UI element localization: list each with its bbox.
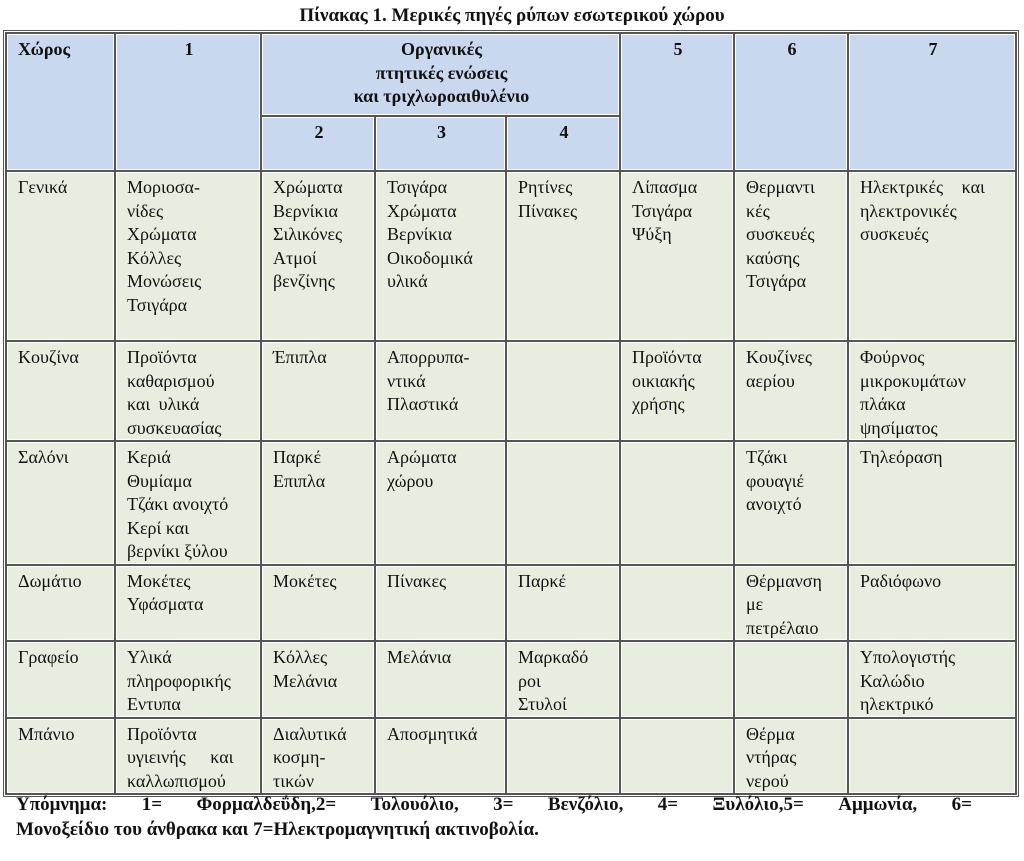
cell-line: Μαρκαδό (518, 647, 589, 667)
cell-line: Τζάκι (746, 447, 788, 467)
table-cell (115, 171, 261, 341)
cell-line: Χρώματα (273, 177, 343, 197)
legend-line-1 (16, 792, 972, 817)
legend-word: 4= (657, 794, 679, 815)
table-cell (848, 641, 1016, 718)
cell-line: συσκευές (860, 224, 929, 244)
cell-line: Βερνίκια (387, 224, 452, 244)
table-cell (261, 565, 375, 642)
cell-line: Θερμαντι (746, 177, 815, 197)
header-col-1: 1 (115, 33, 261, 171)
cell-line: Εντυπα (127, 694, 181, 714)
cell-line: καύσης (746, 247, 800, 268)
cell-line: Κόλλες (127, 247, 182, 268)
cell-line: Απορρυπα- (387, 347, 470, 367)
cell-line: κές (746, 200, 770, 221)
cell-line: Πλαστικά (387, 394, 459, 414)
cell-line: Τσιγάρα (632, 200, 693, 221)
header-group-line: πτητικές ενώσεις (375, 62, 508, 83)
cell-line: Καλώδιο (860, 670, 925, 691)
cell-line: Υφάσματα (127, 594, 204, 614)
header-col-3: 3 (375, 116, 506, 171)
cell-line: Επιπλα (273, 470, 326, 491)
cell-line: ροι (518, 670, 541, 691)
cell-line: ντήρας (746, 747, 797, 767)
cell-line: μικροκυμάτων (860, 370, 966, 391)
cell-line: Θυμίαμα (127, 470, 192, 491)
legend-word: 1= (141, 794, 163, 815)
cell-line: Ατμοί (273, 247, 317, 268)
cell-line: βενζίνης (273, 271, 335, 291)
legend-word: Φορμαλδεΰδη,2= (196, 794, 337, 815)
cell-line: Κουζίνες (746, 347, 813, 367)
header-group-line: Οργανικές (401, 39, 482, 59)
table-cell (734, 171, 848, 341)
header-col-5: 5 (620, 33, 734, 171)
cell-line: οικιακής (632, 370, 695, 391)
cell-line: και υλικά (127, 394, 200, 414)
cell-line: Βερνίκια (273, 200, 338, 221)
room-cell: Γραφείο (6, 641, 115, 718)
cell-line: καθαρισμού (127, 370, 215, 391)
cell-line: ηλεκτρονικές (860, 200, 957, 221)
table-cell (375, 171, 506, 341)
cell-line: υγιεινής και (127, 747, 234, 767)
table-cell (506, 718, 620, 795)
cell-line: ανοιχτό (746, 494, 802, 514)
legend-word: 6= (951, 794, 972, 815)
cell-line: Προϊόντα (632, 347, 702, 367)
cell-line: Υλικά (127, 647, 172, 667)
cell-line: Μελάνια (273, 670, 338, 691)
cell-line: Ψύξη (632, 224, 672, 244)
cell-line: Διαλυτικά (273, 723, 347, 744)
room-cell: Δωμάτιο (6, 565, 115, 642)
table-cell (620, 641, 734, 718)
table-cell (506, 641, 620, 718)
table-cell (261, 341, 375, 441)
cell-line: Έπιπλα (273, 347, 327, 367)
cell-line: Χρώματα (387, 200, 457, 221)
cell-line: Τηλεόραση (860, 447, 943, 467)
table-cell (375, 718, 506, 795)
cell-line: Υπολογιστής (860, 647, 956, 667)
table-cell (115, 341, 261, 441)
cell-line: νερού (746, 770, 789, 791)
cell-line: ψησίματος (860, 417, 938, 438)
table-cell (620, 718, 734, 795)
cell-line: καλλωπισμού (127, 770, 226, 791)
table-cell (620, 565, 734, 642)
table-cell (261, 718, 375, 795)
header-col-4: 4 (506, 116, 620, 171)
cell-line: Θέρμα (746, 723, 795, 744)
header-col-2: 2 (261, 116, 375, 171)
cell-line: Τζάκι ανοιχτό (127, 494, 229, 514)
cell-line: Αποσμητικά (387, 723, 478, 744)
room-cell: Μπάνιο (6, 718, 115, 795)
table-cell (620, 341, 734, 441)
table-cell (620, 441, 734, 565)
cell-line: Στυλοί (518, 694, 567, 714)
table-cell (848, 718, 1016, 795)
cell-line: Κερί και (127, 517, 190, 538)
legend-word: 3= (493, 794, 514, 815)
header-room: Χώρος (6, 33, 115, 171)
cell-line: Προϊόντα (127, 347, 197, 367)
legend-word: Υπόμνημα: (16, 794, 108, 815)
cell-line: Θέρμανση (746, 570, 822, 591)
cell-line: ντικά (387, 370, 426, 391)
room-cell: Κουζίνα (6, 341, 115, 441)
header-organic-group (261, 33, 620, 116)
table-cell (848, 565, 1016, 642)
cell-line: Τσιγάρα (127, 294, 188, 315)
table-cell (734, 641, 848, 718)
table-cell (848, 171, 1016, 341)
room-cell: Γενικά (6, 171, 115, 341)
legend-word: Αμμωνία, (838, 794, 918, 815)
table-cell (506, 341, 620, 441)
cell-line: ηλεκτρικό (860, 694, 934, 714)
cell-line: Προϊόντα (127, 723, 197, 744)
cell-line: φουαγιέ (746, 470, 805, 491)
cell-line: κοσμη- (273, 747, 326, 767)
cell-line: αερίου (746, 370, 795, 391)
table-cell (506, 171, 620, 341)
cell-line: Χρώματα (127, 224, 197, 244)
cell-line: βερνίκι ξύλου (127, 541, 228, 561)
cell-line: Λίπασμα (632, 177, 698, 197)
table-cell (506, 441, 620, 565)
cell-line: χρήσης (632, 394, 685, 414)
legend-word: Τολουόλιο, (370, 794, 459, 815)
header-group-line: και τριχλωροαιθυλένιο (353, 86, 530, 106)
table-caption: Πίνακας 1. Μερικές πηγές ρύπων εσωτερικού χώρου (299, 5, 725, 26)
table-cell (261, 441, 375, 565)
cell-line: Μοριοσα- (127, 177, 200, 197)
cell-line: τικών (273, 770, 314, 791)
cell-line: Κεριά (127, 447, 171, 467)
cell-line: Μελάνια (387, 647, 452, 667)
cell-line: Παρκέ (518, 570, 567, 591)
cell-line: νίδες (127, 200, 164, 221)
cell-line: Τσιγάρα (387, 177, 448, 197)
legend-line-2: Μονοξείδιο του άνθρακα και 7=Ηλεκτρομαγνητική ακτινοβολία. (16, 819, 539, 840)
table-cell (848, 341, 1016, 441)
header-col-6: 6 (734, 33, 848, 171)
table-cell (115, 565, 261, 642)
table-cell (734, 341, 848, 441)
cell-line: Ηλεκτρικές και (860, 177, 985, 197)
table-cell (506, 565, 620, 642)
cell-line: Ραδιόφωνο (860, 570, 942, 591)
cell-line: με (746, 594, 764, 614)
cell-line: Παρκέ (273, 447, 322, 467)
table-cell (620, 171, 734, 341)
cell-line: συσκευασίας (127, 417, 222, 438)
table-cell (115, 718, 261, 795)
cell-line: πετρέλαιο (746, 617, 819, 638)
cell-line: Πίνακες (518, 200, 578, 221)
cell-line: πληροφορικής (127, 670, 231, 691)
legend (16, 792, 972, 842)
cell-line: συσκευές (746, 224, 815, 244)
cell-line: Οικοδομικά (387, 247, 473, 268)
table-cell (115, 441, 261, 565)
table-cell (375, 641, 506, 718)
table-cell (734, 565, 848, 642)
table-cell (375, 341, 506, 441)
legend-word: Βενζόλιο, (547, 794, 624, 815)
cell-line: χώρου (387, 470, 434, 491)
cell-line: Μοκέτες (127, 570, 191, 591)
cell-line: Πίνακες (387, 570, 447, 591)
pollution-sources-table (3, 30, 1019, 797)
room-cell: Σαλόνι (6, 441, 115, 565)
table-cell (115, 641, 261, 718)
cell-line: Μονώσεις (127, 271, 202, 291)
cell-line: Μοκέτες (273, 570, 337, 591)
legend-word: Ξυλόλιο,5= (712, 794, 804, 815)
cell-line: πλάκα (860, 394, 906, 414)
table-cell (261, 641, 375, 718)
cell-line: Αρώματα (387, 447, 457, 467)
table-cell (261, 171, 375, 341)
cell-line: Τσιγάρα (746, 271, 807, 291)
cell-line: Ρητίνες (518, 177, 573, 197)
header-col-7: 7 (848, 33, 1016, 171)
cell-line: Κόλλες (273, 647, 328, 667)
table-cell (734, 441, 848, 565)
table-cell (375, 565, 506, 642)
cell-line: Σιλικόνες (273, 224, 343, 244)
table-cell (848, 441, 1016, 565)
table-cell (375, 441, 506, 565)
cell-line: Φούρνος (860, 347, 925, 367)
cell-line: υλικά (387, 271, 428, 291)
table-cell (734, 718, 848, 795)
